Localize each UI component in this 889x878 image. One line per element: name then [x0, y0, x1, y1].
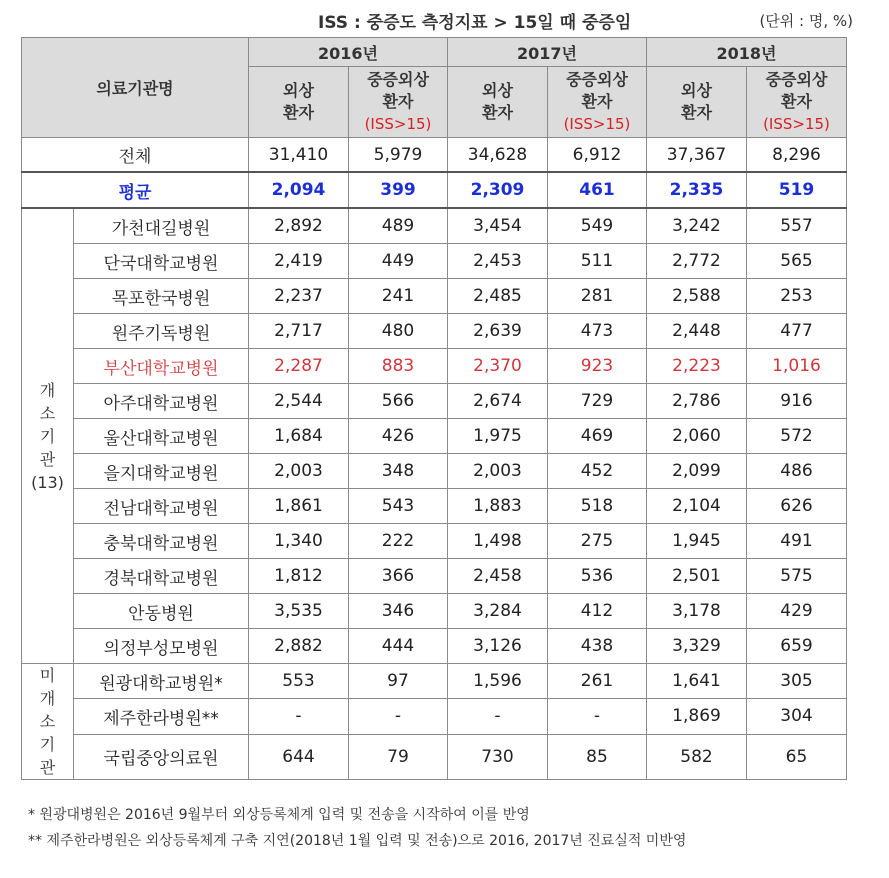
total-row [22, 138, 847, 173]
header-year-2017: 2017년 [448, 38, 647, 67]
header-trauma-label: 외상 환자 [283, 81, 314, 122]
value-cell: 346 [349, 594, 448, 629]
value-cell: 426 [349, 419, 448, 454]
value-cell: 3,329 [647, 629, 747, 664]
header-trauma-patients [647, 67, 747, 138]
header-year-2018: 2018년 [647, 38, 847, 67]
hospital-name: 가천대길병원 [74, 208, 249, 244]
value-cell: 348 [349, 454, 448, 489]
hospital-name: 제주한라병원** [74, 699, 249, 734]
table-row [22, 279, 847, 314]
value-cell: 549 [548, 208, 647, 244]
hospital-name: 원광대학교병원* [74, 664, 249, 699]
header-severe-trauma-patients [349, 67, 448, 138]
value-cell: 2,223 [647, 349, 747, 384]
value-cell: 399 [349, 172, 448, 208]
value-cell: 2,892 [249, 208, 349, 244]
value-cell: 2,003 [448, 454, 548, 489]
hospital-name: 아주대학교병원 [74, 384, 249, 419]
value-cell: 1,596 [448, 664, 548, 699]
value-cell: 6,912 [548, 138, 647, 173]
value-cell: 253 [747, 279, 847, 314]
value-cell: 461 [548, 172, 647, 208]
table-row [22, 244, 847, 279]
value-cell: 37,367 [647, 138, 747, 173]
value-cell: 2,094 [249, 172, 349, 208]
value-cell: 2,501 [647, 559, 747, 594]
value-cell: 2,060 [647, 419, 747, 454]
hospital-name: 울산대학교병원 [74, 419, 249, 454]
value-cell: 1,340 [249, 524, 349, 559]
value-cell: 3,126 [448, 629, 548, 664]
value-cell: 1,883 [448, 489, 548, 524]
table-row [22, 664, 847, 699]
value-cell: 2,003 [249, 454, 349, 489]
value-cell: 241 [349, 279, 448, 314]
value-cell: 519 [747, 172, 847, 208]
hospital-name: 전남대학교병원 [74, 489, 249, 524]
value-cell: - [448, 699, 548, 734]
header-severe-label: 중증외상 환자 [566, 70, 628, 111]
value-cell: 536 [548, 559, 647, 594]
value-cell: 1,945 [647, 524, 747, 559]
value-cell: 2,674 [448, 384, 548, 419]
value-cell: 2,287 [249, 349, 349, 384]
value-cell: 575 [747, 559, 847, 594]
header-severe-trauma-patients [548, 67, 647, 138]
value-cell: 1,869 [647, 699, 747, 734]
average-label: 평균 [22, 172, 249, 208]
value-cell: 3,242 [647, 208, 747, 244]
value-cell: 644 [249, 734, 349, 779]
value-cell: 582 [647, 734, 747, 779]
value-cell: 2,419 [249, 244, 349, 279]
value-cell: 486 [747, 454, 847, 489]
header-trauma-patients [249, 67, 349, 138]
table-row [22, 454, 847, 489]
value-cell: 444 [349, 629, 448, 664]
value-cell: 916 [747, 384, 847, 419]
value-cell: 366 [349, 559, 448, 594]
value-cell: 452 [548, 454, 647, 489]
table-row [22, 208, 847, 244]
value-cell: - [548, 699, 647, 734]
value-cell: 275 [548, 524, 647, 559]
value-cell: 2,772 [647, 244, 747, 279]
value-cell: 412 [548, 594, 647, 629]
value-cell: 2,099 [647, 454, 747, 489]
value-cell: 3,535 [249, 594, 349, 629]
table-row [22, 734, 847, 779]
value-cell: 2,370 [448, 349, 548, 384]
value-cell: 2,588 [647, 279, 747, 314]
table-row [22, 384, 847, 419]
footnote-1: * 원광대병원은 2016년 9월부터 외상등록체계 입력 및 전송을 시작하여 이를 반영 [28, 807, 530, 823]
value-cell: 518 [548, 489, 647, 524]
value-cell: 3,178 [647, 594, 747, 629]
value-cell: 449 [349, 244, 448, 279]
header-iss-label: (ISS>15) [364, 115, 432, 133]
hospital-name: 단국대학교병원 [74, 244, 249, 279]
value-cell: 2,639 [448, 314, 548, 349]
header-severe-label: 중증외상 환자 [765, 70, 828, 111]
hospital-name: 원주기독병원 [74, 314, 249, 349]
header-severe-trauma-patients [747, 67, 847, 138]
table-row [22, 699, 847, 734]
value-cell: 305 [747, 664, 847, 699]
table-row [22, 419, 847, 454]
value-cell: 1,861 [249, 489, 349, 524]
hospital-name: 경북대학교병원 [74, 559, 249, 594]
header-iss-label: (ISS>15) [763, 115, 830, 133]
footnotes [28, 802, 848, 854]
value-cell: 438 [548, 629, 647, 664]
value-cell: 565 [747, 244, 847, 279]
value-cell: 304 [747, 699, 847, 734]
value-cell: 923 [548, 349, 647, 384]
group-not-opened: 미 개 소 기 관 [22, 664, 74, 780]
header-trauma-label: 외상 환자 [482, 81, 513, 122]
value-cell: 659 [747, 629, 847, 664]
value-cell: 3,284 [448, 594, 548, 629]
value-cell: 1,975 [448, 419, 548, 454]
value-cell: 2,104 [647, 489, 747, 524]
header-org: 의료기관명 [22, 38, 249, 138]
value-cell: 281 [548, 279, 647, 314]
value-cell: - [349, 699, 448, 734]
value-cell: 2,485 [448, 279, 548, 314]
value-cell: 79 [349, 734, 448, 779]
value-cell: 566 [349, 384, 448, 419]
value-cell: 491 [747, 524, 847, 559]
value-cell: 2,309 [448, 172, 548, 208]
value-cell: 97 [349, 664, 448, 699]
table-row [22, 629, 847, 664]
value-cell: 2,335 [647, 172, 747, 208]
group-opened: 개 소 기 관 (13) [22, 208, 74, 664]
table-row [22, 489, 847, 524]
value-cell: 557 [747, 208, 847, 244]
value-cell: 2,448 [647, 314, 747, 349]
value-cell: 8,296 [747, 138, 847, 173]
value-cell: 1,684 [249, 419, 349, 454]
hospital-name: 부산대학교병원 [74, 349, 249, 384]
value-cell: 2,882 [249, 629, 349, 664]
value-cell: 429 [747, 594, 847, 629]
value-cell: 2,453 [448, 244, 548, 279]
value-cell: 34,628 [448, 138, 548, 173]
value-cell: 473 [548, 314, 647, 349]
hospital-name: 의정부성모병원 [74, 629, 249, 664]
value-cell: 572 [747, 419, 847, 454]
average-row [22, 172, 847, 208]
value-cell: 85 [548, 734, 647, 779]
header-iss-label: (ISS>15) [563, 115, 631, 133]
value-cell: 222 [349, 524, 448, 559]
value-cell: 2,544 [249, 384, 349, 419]
value-cell: 553 [249, 664, 349, 699]
footnote-2: ** 제주한라병원은 외상등록체계 구축 지연(2018년 1월 입력 및 전송)으로 2016, 2017년 진료실적 미반영 [28, 833, 687, 849]
value-cell: 543 [349, 489, 448, 524]
table-caption: ISS : 중증도 측정지표 > 15일 때 중증임 [318, 13, 632, 33]
value-cell: 1,498 [448, 524, 548, 559]
value-cell: 469 [548, 419, 647, 454]
value-cell: 2,717 [249, 314, 349, 349]
table-row [22, 349, 847, 384]
trauma-patients-table [21, 37, 847, 780]
value-cell: 261 [548, 664, 647, 699]
value-cell: 5,979 [349, 138, 448, 173]
value-cell: 477 [747, 314, 847, 349]
value-cell: 626 [747, 489, 847, 524]
value-cell: 511 [548, 244, 647, 279]
header-severe-label: 중증외상 환자 [367, 70, 429, 111]
value-cell: 730 [448, 734, 548, 779]
value-cell: 3,454 [448, 208, 548, 244]
hospital-name: 충북대학교병원 [74, 524, 249, 559]
value-cell: 2,786 [647, 384, 747, 419]
hospital-name: 국립중앙의료원 [74, 734, 249, 779]
hospital-name: 안동병원 [74, 594, 249, 629]
value-cell: 2,458 [448, 559, 548, 594]
value-cell: 883 [349, 349, 448, 384]
table-row [22, 524, 847, 559]
value-cell: 2,237 [249, 279, 349, 314]
table-row [22, 594, 847, 629]
header-year-2016: 2016년 [249, 38, 448, 67]
header-trauma-label: 외상 환자 [681, 81, 712, 122]
value-cell: 1,812 [249, 559, 349, 594]
value-cell: 729 [548, 384, 647, 419]
value-cell: 480 [349, 314, 448, 349]
unit-label: (단위 : 명, %) [759, 12, 853, 30]
total-label: 전체 [22, 138, 249, 173]
value-cell: 1,016 [747, 349, 847, 384]
hospital-name: 목포한국병원 [74, 279, 249, 314]
value-cell: 31,410 [249, 138, 349, 173]
value-cell: - [249, 699, 349, 734]
hospital-name: 을지대학교병원 [74, 454, 249, 489]
table-row [22, 559, 847, 594]
table-row [22, 314, 847, 349]
value-cell: 1,641 [647, 664, 747, 699]
value-cell: 65 [747, 734, 847, 779]
value-cell: 489 [349, 208, 448, 244]
header-trauma-patients [448, 67, 548, 138]
